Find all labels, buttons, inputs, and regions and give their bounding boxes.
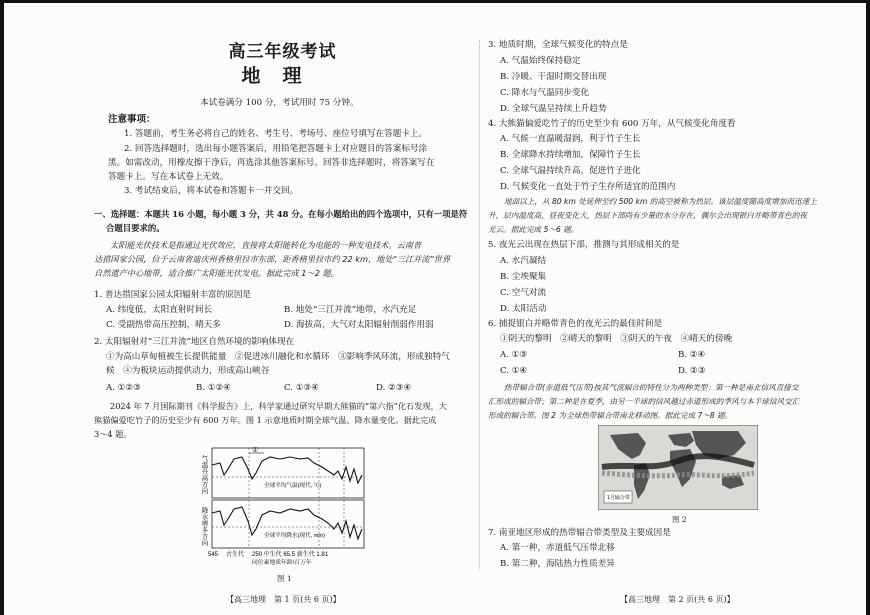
passage-4-line-2: 汇形成的辐合带；第二种是在夏季，由另一半球的信风越过赤道形成的季风与本半球信风交汇 (488, 397, 800, 406)
question-5-option-a: A. 水汽凝结 (500, 256, 547, 266)
fig1-tick-rest: 250 中生代 65.5 新生代 1.81 (252, 552, 329, 558)
passage-4-line-3: 形成的辐合带。图 2 为全球热带辐合带南北移动图。据此完成 7～8 题。 (488, 411, 733, 420)
question-4-option-a: A. 气候一直温暖湿润，利于竹子生长 (500, 134, 641, 144)
figure-1-caption: 图 1 (277, 574, 292, 583)
scan-edge-right (866, 0, 870, 615)
notes-heading: 注意事项： (108, 114, 156, 125)
question-2-option-c: C. ①③④ (284, 383, 319, 393)
question-5-option-d: D. 太阳活动 (500, 304, 547, 314)
fig1-tick-545: 545 (208, 552, 219, 558)
right-footer: 【高三地理 第 2 页(共 6 页)】 (620, 595, 735, 604)
exam-info: 本试卷满分 100 分，考试用时 75 分钟。 (200, 98, 359, 108)
fig1-temp-curve (212, 457, 362, 483)
passage-2-line-2: 熊猫偏爱吃竹子的历史至少有 600 万年。图 1 示意地质时期全球气温、降水量变化。据此完成 (94, 415, 437, 425)
question-6-option-a: A. ①③ (500, 350, 528, 360)
fig1-temp-frame (212, 448, 364, 498)
right-page (488, 0, 860, 615)
question-3-option-d: D. 全球气温呈持续上升趋势 (500, 104, 607, 114)
page-divider (479, 40, 480, 570)
fig1-xlabel: 同位素地质年龄/百万年 (252, 560, 312, 566)
passage-3-line-1: 地面以上，从 80 km 处延伸至约 500 km 的高空被称为热层。该层温度随高度增加而迅速上 (504, 197, 817, 206)
question-5-option-c: C. 空气对流 (500, 288, 547, 298)
note-2: 2. 回答选择题时，选出每小题答案后，用铅笔把答题卡上对应题目的答案标号涂 (124, 144, 428, 154)
fig1-temp-label: 全球平均气温(现代, ℃) (264, 483, 322, 489)
passage-3-line-3: 光云。据此完成 5～6 题。 (488, 225, 579, 234)
question-7-option-a: A. 第一种，赤道低气压带北移 (500, 543, 615, 553)
question-2-option-b: B. ①②④ (196, 383, 231, 393)
passage-4-line-1: 热带辐合带(赤道低气压带)按其气流辐合的特性分为两种类型：第一种是南北信风直接交 (504, 383, 799, 392)
question-3-option-a: A. 气温始终保持稳定 (500, 56, 581, 66)
question-5-option-b: B. 尘埃聚集 (500, 272, 547, 282)
question-6-stem: 6. 捕捉银白并略带青色的夜光云的最佳时间是 (488, 319, 663, 329)
note-1: 1. 答题前，考生务必将自己的姓名、考生号、考场号、座位号填写在答题卡上。 (124, 129, 428, 139)
question-2-option-a: A. ①②③ (106, 383, 141, 393)
question-6-option-d: D. ②③ (678, 366, 706, 376)
figure-1 (194, 445, 394, 570)
question-6-option-b: B. ②④ (678, 350, 706, 360)
question-7-option-b: B. 第二种，海陆热力性质差异 (500, 559, 615, 569)
question-2-items-cont: 候 ④为板块运动提供动力，形成高山峡谷 (106, 366, 270, 376)
fig1-precip-frame (212, 500, 364, 548)
question-1-option-a: A. 纬度低，太阳直射时间长 (106, 305, 213, 315)
fig1-ylabel-bottom-text: 降水增多方向 (200, 507, 208, 546)
note-3: 3. 考试结束后，将本试卷和答题卡一并交回。 (124, 186, 299, 196)
question-2-option-d: D. ②③④ (376, 383, 412, 393)
question-2-stem: 2. 太阳辐射对“三江并流”地区自然环境的影响体现在 (94, 337, 295, 347)
note-2-end: 答题卡上。写在本试卷上无效。 (108, 172, 229, 182)
question-3-option-b: B. 冷暖、干湿时期交替出现 (500, 72, 607, 82)
figure-2-caption: 图 2 (672, 515, 687, 524)
question-1-stem: 1. 普达措国家公园太阳辐射丰富的原因是 (94, 290, 252, 300)
question-5-stem: 5. 夜光云出现在热层下部，推测与其形成相关的是 (488, 240, 680, 250)
passage-3-line-2: 升，层内温度高，昼夜变化大，热层下部尚有少量的水分存在，偶尔会出现银白并略带青色的夜 (488, 211, 807, 220)
left-page (94, 0, 471, 615)
question-6-items: ①阴天的黎明 ②晴天的黎明 ③阴天的午夜 ④晴天的傍晚 (500, 334, 733, 344)
passage-1-line-2: 达措国家公园，位于云南省迪庆州香格里拉市东部，距香格里拉市约 22 km，地处“三江并流”世界 (94, 254, 451, 264)
question-4-option-d: D. 气候变化一直处于竹子生存所适宜的范围内 (500, 182, 676, 192)
question-3-option-c: C. 降水与气温同步变化 (500, 88, 590, 98)
figure-2-map (598, 425, 758, 510)
scan-edge-left (0, 0, 4, 615)
passage-2-line-3: 3～4 题。 (94, 429, 132, 439)
question-7-stem: 7. 南亚地区形成的热带辐合带类型及主要成因是 (488, 528, 671, 538)
question-3-stem: 3. 地质时期，全球气候变化的特点是 (488, 40, 628, 50)
fig1-precip-label: 全球平均降水(现代, mm) (264, 533, 325, 539)
fig1-ylabel-top (201, 454, 208, 495)
figure-2 (598, 425, 758, 510)
question-4-option-b: B. 全球降水持续增加，保障竹子生长 (500, 150, 641, 160)
fig1-ylabel-top-text: 气温升高方向 (200, 455, 208, 494)
section-heading-cont: 合题目要求的。 (106, 223, 165, 233)
passage-1-line-3: 自然遗产中心地带，适合推广太阳能光伏发电。据此完成 1～2 题。 (94, 268, 339, 278)
left-footer: 【高三地理 第 1 页(共 6 页)】 (226, 595, 341, 604)
question-4-option-c: C. 全球气温持续升高，促进竹子进化 (500, 166, 641, 176)
section-heading: 一、选择题：本题共 16 小题，每小题 3 分，共 48 分。在每小题给出的四个选项中，只有一项是符 (94, 209, 468, 219)
fig1-tick-paleozoic: 古生代 (226, 552, 245, 558)
exam-title: 高三年级考试 (228, 42, 337, 62)
question-2-items: ①为高山草甸植被生长提供能量 ②促进冰川融化和水循环 ③影响季风环流，形成独特气 (106, 352, 450, 362)
question-1-option-c: C. 受副热带高压控制，晴天多 (106, 320, 221, 330)
note-2-cont: 黑。如需改动，用橡皮擦干净后，再选涂其他答案标号。回答非选择题时，将答案写在 (108, 158, 435, 168)
question-4-stem: 4. 大熊猫偏爱吃竹子的历史至少有 600 万年，从气候变化角度看 (488, 119, 736, 129)
question-6-option-c: C. ①④ (500, 366, 528, 376)
fig2-legend: 1月辐合带 (607, 495, 630, 501)
passage-2-line-1: 2024 年 7 月国际期刊《科学报告》上，科学家通过研究早期大熊猫的“第六指”化石发现，大 (110, 401, 447, 411)
fig1-marker: ① (252, 446, 259, 454)
passage-1-line-1: 太阳能光伏技术是指通过光伏效应，直接将太阳能转化为电能的一种发电技术。云南普 (110, 240, 422, 250)
question-1-option-b: B. 地处“三江并流”地带，水汽充足 (284, 305, 417, 315)
fig1-ylabel-bottom (201, 506, 208, 547)
subject-title: 地理 (241, 65, 324, 87)
question-1-option-d: D. 海拔高，大气对太阳辐射削弱作用弱 (284, 320, 434, 330)
figure-1-graphic (194, 445, 394, 570)
